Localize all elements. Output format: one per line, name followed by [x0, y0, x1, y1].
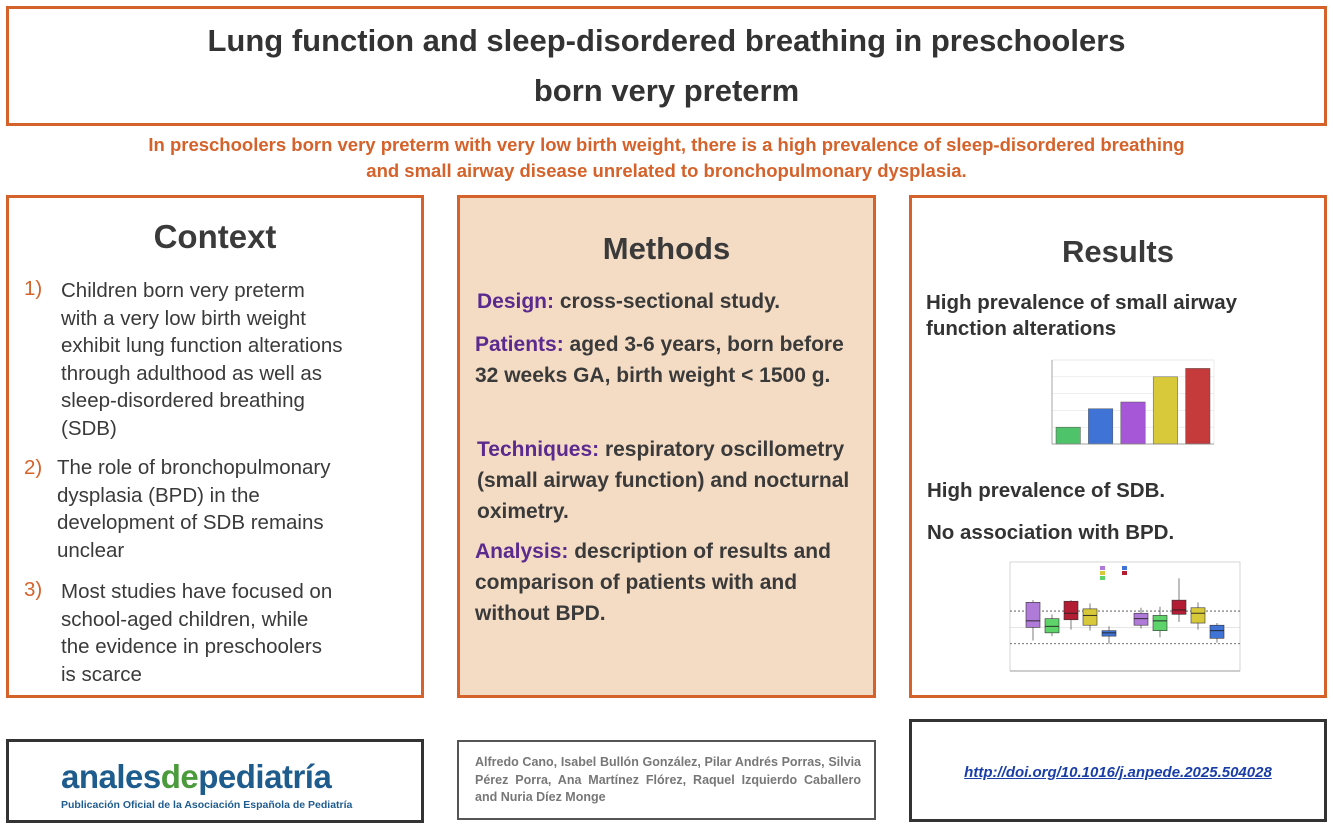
box — [1210, 625, 1224, 638]
box — [1045, 619, 1059, 633]
authors-box — [457, 740, 876, 820]
context-line: the evidence in preschoolers — [61, 635, 322, 658]
context-item-number: 2) — [24, 456, 43, 479]
context-line: with a very low birth weight — [61, 306, 306, 330]
context-item-text — [61, 578, 421, 688]
patients-text: aged 3-6 years, born before 32 weeks GA, birth weight < 1500 g. — [475, 333, 844, 387]
context-line: The role of bronchopulmonary — [57, 456, 331, 479]
logo-word-de: de — [160, 758, 199, 795]
title-line-2: born very preterm — [533, 73, 800, 108]
plot-area — [1010, 562, 1240, 671]
context-line: school-aged children, while — [61, 607, 309, 631]
context-line: sleep-disordered breathing — [61, 389, 305, 412]
logo-word-anales: anales — [61, 758, 161, 795]
results-finding-3: No association with BPD. — [927, 521, 1175, 544]
methods-patients — [475, 329, 870, 391]
methods-heading: Methods — [602, 231, 731, 266]
results-heading: Results — [1062, 234, 1174, 269]
bar — [1121, 402, 1145, 444]
bar — [1153, 377, 1177, 444]
context-line: is scarce — [61, 662, 142, 686]
context-item-number: 3) — [24, 578, 43, 601]
box — [1172, 600, 1186, 614]
techniques-label: Techniques: — [477, 438, 600, 461]
design-text: cross-sectional study. — [554, 290, 781, 313]
box — [1153, 615, 1167, 630]
context-item-text — [61, 277, 421, 442]
context-item-text — [57, 454, 419, 564]
context-line: exhibit lung function alterations — [61, 334, 343, 357]
sdb-box-plot — [990, 556, 1252, 696]
methods-analysis — [475, 536, 870, 629]
title-line-1: Lung function and sleep-disordered breathing in preschoolers — [207, 23, 1126, 58]
context-line: development of SDB remains — [57, 511, 324, 534]
legend-swatch — [1100, 576, 1105, 580]
legend-swatch — [1100, 571, 1105, 575]
results-finding-2: High prevalence of SDB. — [927, 479, 1166, 502]
doi-box — [909, 719, 1327, 822]
analysis-text: description of results and comparison of patients with and without BPD. — [475, 540, 831, 625]
context-line: (SDB) — [61, 416, 117, 440]
context-line: dysplasia (BPD) in the — [57, 483, 260, 507]
small-airway-bar-chart — [1034, 356, 1219, 454]
design-label: Design: — [477, 290, 555, 313]
techniques-text: respiratory oscillometry (small airway function) and nocturnal oximetry. — [477, 438, 850, 523]
key-message — [20, 132, 1313, 184]
methods-techniques — [477, 434, 872, 527]
box — [1134, 613, 1148, 625]
doi-link[interactable]: http://doi.org/10.1016/j.anpede.2025.504028 — [964, 764, 1272, 781]
context-item-number: 1) — [24, 277, 43, 300]
context-line: Most studies have focused on — [61, 580, 333, 603]
logo-word-pediatria: pediatría — [198, 758, 332, 795]
box — [1083, 609, 1097, 625]
bar — [1056, 427, 1080, 444]
bar — [1088, 409, 1112, 444]
legend-swatch — [1100, 566, 1105, 570]
results-finding-1 — [926, 290, 1237, 342]
finding-1-line-1: High prevalence of small airway — [926, 291, 1238, 314]
legend-swatch — [1122, 571, 1127, 575]
context-line: through adulthood as well as — [61, 361, 322, 385]
context-panel — [6, 195, 424, 698]
patients-label: Patients: — [475, 333, 564, 356]
context-line: unclear — [57, 538, 125, 562]
journal-logo-box — [6, 739, 424, 823]
finding-1-line-2: function alterations — [926, 317, 1117, 340]
title-box — [6, 6, 1327, 126]
box — [1191, 608, 1205, 623]
results-panel — [909, 195, 1327, 698]
legend-swatch — [1122, 566, 1127, 570]
context-heading: Context — [153, 218, 277, 255]
context-line: Children born very preterm — [61, 279, 305, 302]
box — [1064, 601, 1078, 620]
authors-text: Alfredo Cano, Isabel Bullón González, Pilar Andrés Porras, Silvia Pérez Porra, Ana Martínez Flórez, Raquel Izquierdo Caballero and Nuria Díez Monge — [475, 755, 861, 804]
methods-panel — [457, 195, 876, 698]
box — [1102, 631, 1116, 636]
key-message-line-1: In preschoolers born very preterm with very low birth weight, there is a high prevalence of sleep-disordered breathing — [148, 134, 1185, 155]
analysis-label: Analysis: — [475, 540, 569, 563]
bar — [1186, 368, 1210, 444]
logo-tagline: Publicación Oficial de la Asociación Española de Pediatría — [61, 799, 353, 811]
key-message-line-2: and small airway disease unrelated to bronchopulmonary dysplasia. — [366, 160, 967, 181]
methods-design — [477, 286, 872, 317]
box — [1026, 602, 1040, 627]
journal-logo — [61, 758, 331, 796]
